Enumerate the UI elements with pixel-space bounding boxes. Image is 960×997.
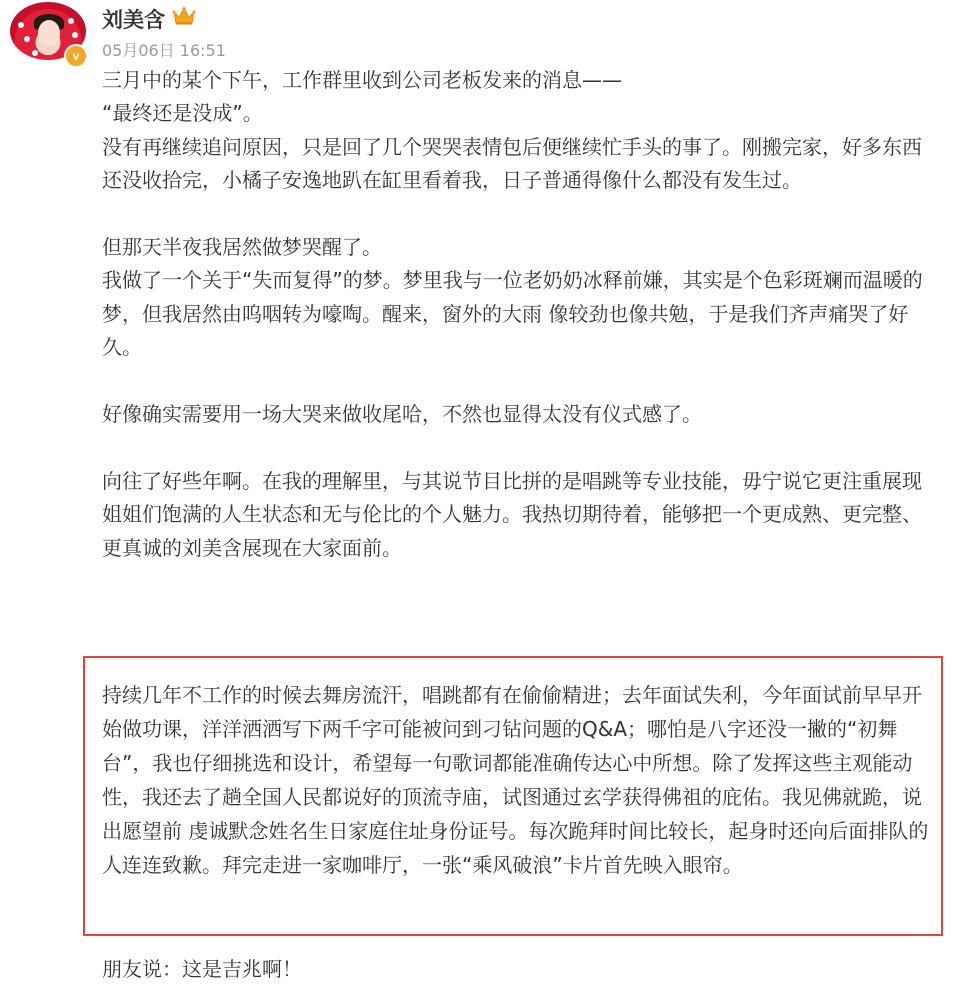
avatar-dot [72, 32, 78, 38]
avatar-dot [24, 36, 30, 42]
post-paragraph: 向往了好些年啊。在我的理解里，与其说节目比拼的是唱跳等专业技能，毋宁说它更注重展现姐姐们饱满的人生状态和无与伦比的个人魅力。我热切期待着，能够把一个更成熟、更完整、更真诚的刘美含展现在大家面前。 [102, 468, 922, 560]
highlighted-paragraph: 持续几年不工作的时候去舞房流汗，唱跳都有在偷偷精进；去年面试失利，今年面试前早早开始做功课，洋洋洒洒写下两千字可能被问到刁钻问题的Q&A；哪怕是八字还没一撇的“初舞台”，我也仔细挑选和设计，希望每一句歌词都能准确传达心中所想。除了发挥这些主观能动性，我还去了趟全国人民都说好的顶流寺庙，试图通过玄学获得佛祖的庇佑。我见佛就跪，说出愿望前 虔诚默念姓名生日家庭住址身份证号。每次跪拜时间比较长，起身时还向后面排队的人连连致歉。拜完走进一家咖啡厅，一张“乘风破浪”卡片首先映入眼帘。 [102, 683, 929, 877]
post-paragraph: 但那天半夜我居然做梦哭醒了。 [102, 235, 382, 260]
post-paragraph: 好像确实需要用一场大哭来做收尾哈，不然也显得太没有仪式感了。 [102, 402, 702, 427]
post-body [102, 64, 932, 565]
avatar-dot [32, 50, 38, 56]
avatar-dot [18, 22, 24, 28]
paragraph-spacer [102, 198, 932, 231]
verified-v-icon: v [64, 44, 88, 68]
crown-icon [172, 6, 196, 26]
username[interactable]: 刘美含 [102, 8, 165, 32]
paragraph-spacer [102, 365, 932, 398]
post-paragraph: 没有再继续追问原因，只是回了几个哭哭表情包后便继续忙手头的事了。刚搬完家，好多东西还没收拾完，小橘子安逸地趴在缸里看着我，日子普通得像什么都没有发生过。 [102, 134, 922, 193]
paragraph-spacer [102, 431, 932, 464]
post-closing-line: 朋友说：这是吉兆啊！ [102, 957, 302, 981]
avatar-face [38, 20, 60, 46]
post-paragraph: 三月中的某个下午，工作群里收到公司老板发来的消息—— [102, 68, 622, 92]
post-header [0, 0, 960, 70]
avatar-dot [68, 18, 74, 24]
post-timestamp[interactable]: 05月06日 16:51 [102, 41, 226, 60]
post-paragraph: “最终还是没成”。 [102, 101, 263, 126]
post-paragraph: 我做了一个关于“失而复得”的梦。梦里我与一位老奶奶冰释前嫌，其实是个色彩斑斓而温暖的梦，但我居然由呜咽转为嚎啕。醒来，窗外的大雨 像较劲也像共勉，于是我们齐声痛哭了好久。 [102, 268, 923, 360]
